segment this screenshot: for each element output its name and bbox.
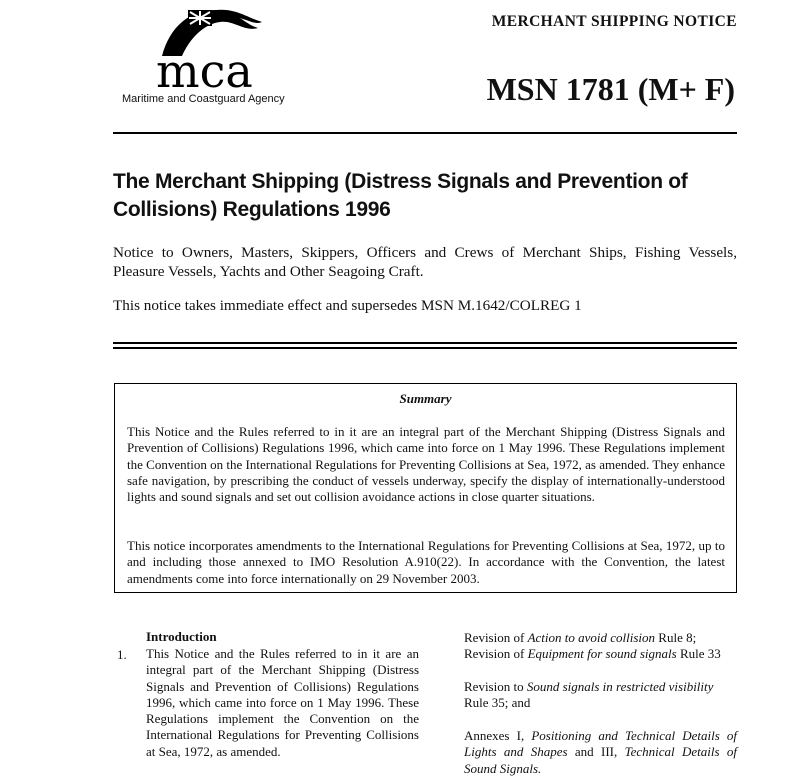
introduction-paragraph: This Notice and the Rules referred to in it are an integral part of the Merchant Shipping (Distress Signals and Prevention of Collisions) Regulations 1996, which came into force on 1 May 1996. These Regulations implement the Convention on the International Regulations for Preventing Collisions at Sea, 1972, as amended. [146,646,419,759]
revision-rule-33 [464,646,737,662]
summary-paragraph-1: This Notice and the Rules referred to in it are an integral part of the Merchant Shipping (Distress Signals and Prevention of Collisions) Regulations 1996, which came into force on 1 May 1996. These Regulations implement the Convention on the International Regulations for Preventing Collisions at Sea, 1972, as amended. They enhance safe navigation, by prescribing the conduct of vessels underway, specify the display of internationally-understood lights and sound signals and set out collision avoidance actions in close quarter situations. [127,424,725,505]
rule-8-title: Action to avoid collision [527,630,656,645]
annex-mid: and III, [574,744,618,760]
document-title: The Merchant Shipping (Distress Signals and Prevention of Collisions) Regulations 1996 [113,170,688,221]
audience-text: Notice to Owners, Masters, Skippers, Officers and Crews of Merchant Ships, Fishing Vessels, Pleasure Vessels, Yachts and Other Seagoing Craft. [113,244,737,280]
rule-8-ref: Rule 8; [658,630,697,645]
agency-name: Maritime and Coastguard Agency [122,93,285,105]
revision-prefix: Revision of [464,646,525,661]
revision-rule-8 [464,630,737,646]
notice-number: MSN 1781 (M+ F) [486,71,735,107]
revision-rule-35 [464,679,737,712]
summary-box [114,383,737,593]
notice-type: MERCHANT SHIPPING NOTICE [491,13,737,30]
rule-33-title: Equipment for sound signals [527,646,677,661]
rule-33-ref: Rule 33 [679,646,721,661]
summary-paragraph-2: This notice incorporates amendments to the International Regulations for Preventing Collisions at Sea, 1972, up to and including those annexed to IMO Resolution A.910(22). In accordance with the Convention, the latest amendments come into force internationally on 29 November 2003. [127,538,725,586]
paragraph-number: 1. [117,647,127,662]
revision-prefix: Revision of [464,630,525,645]
summary-heading: Summary [399,391,452,406]
introduction-heading: Introduction [146,629,217,644]
effect-text: This notice takes immediate effect and supersedes MSN M.1642/COLREG 1 [113,297,582,314]
annex-1-title: Positioning and Technical Details of Lights and Shapes [464,728,737,760]
logo-text: mca [156,44,253,98]
revision-to-prefix: Revision to [464,679,524,694]
rule-35-title: Sound signals in restricted visibility [526,679,714,694]
annexes-revision [464,728,737,777]
section-divider-top [113,342,737,344]
section-divider-bottom [113,347,737,349]
rule-35-ref: Rule 35; and [464,695,531,711]
annex-3-title: Technical Details of Sound Signals. [464,744,737,776]
annex-prefix: Annexes I, [464,728,525,743]
header-divider [113,132,737,134]
